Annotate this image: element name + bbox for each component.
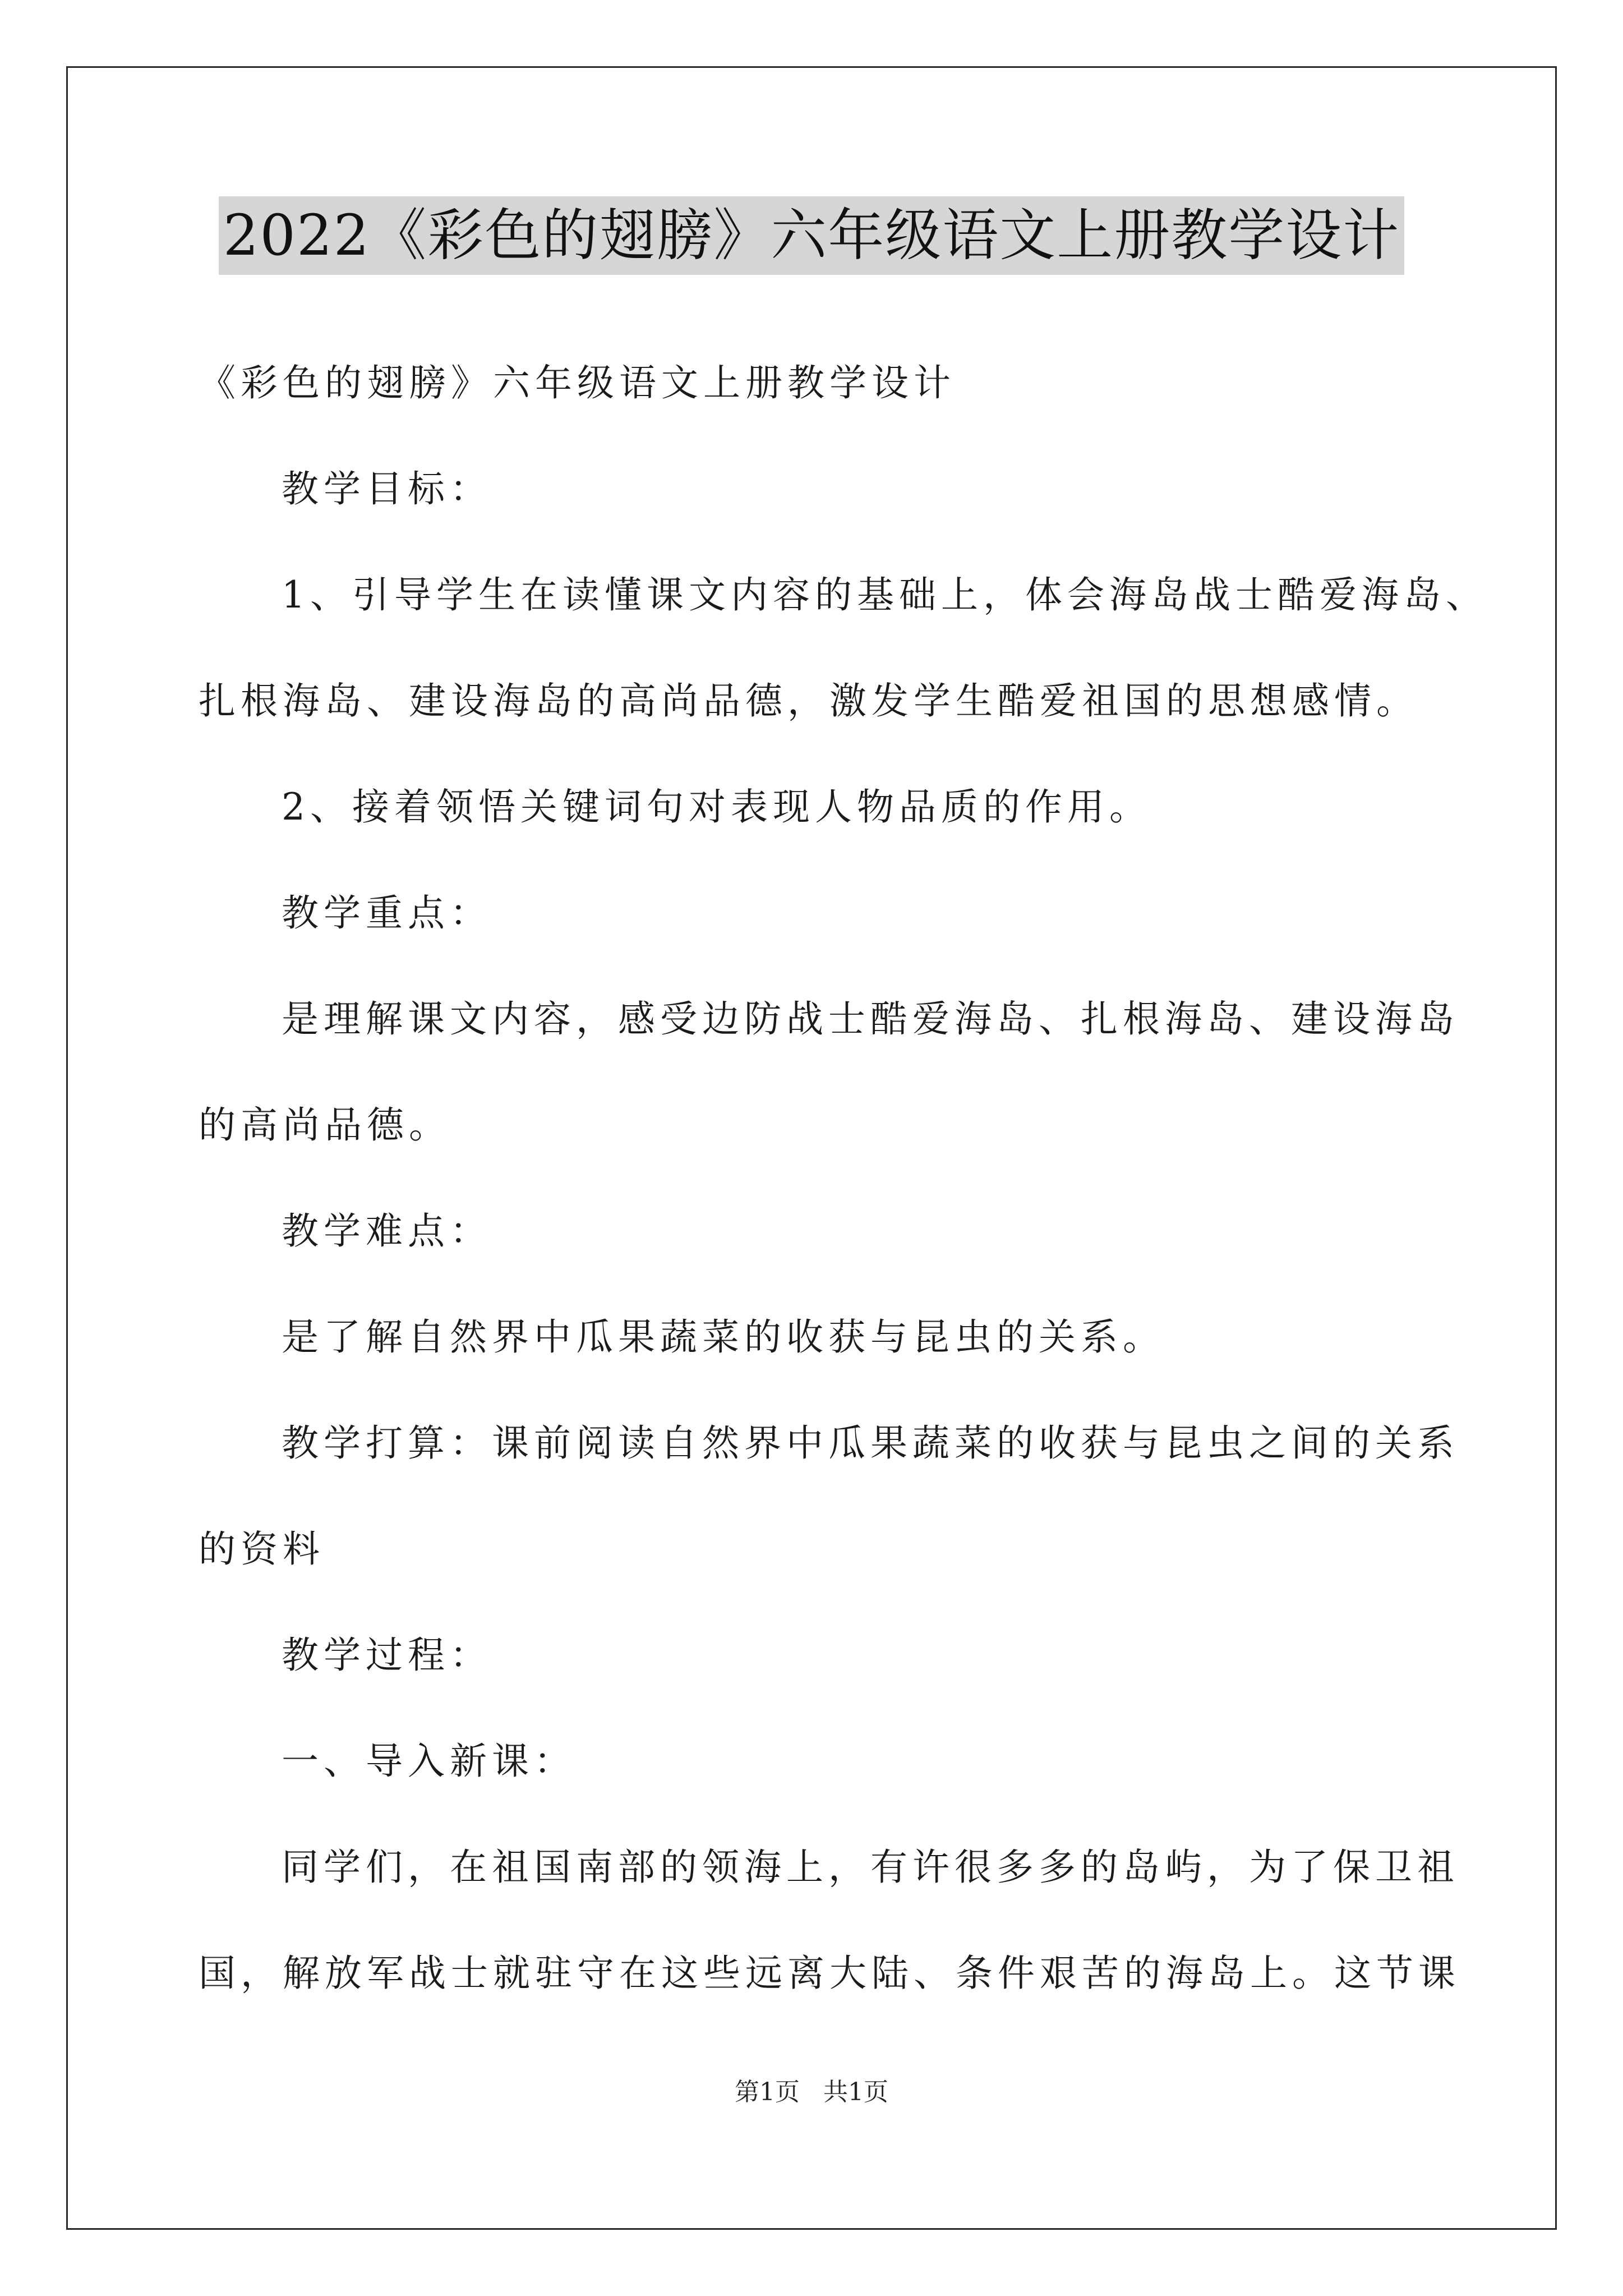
paragraph-line: 1、引导学生在读懂课文内容的基础上，体会海岛战士酷爱海岛、	[282, 573, 1488, 616]
section-heading: 一、导入新课：	[282, 1740, 576, 1783]
heading-process: 教学过程：	[282, 1634, 492, 1677]
paragraph-line: 2、接着领悟关键词句对表现人物品质的作用。	[282, 785, 1151, 829]
paragraph-line: 扎根海岛、建设海岛的高尚品德，激发学生酷爱祖国的思想感情。	[199, 679, 1418, 723]
paragraph-line: 的资料	[199, 1527, 325, 1571]
title-container	[0, 196, 1623, 275]
paragraph-line: 的高尚品德。	[199, 1103, 451, 1147]
subtitle-line: 《彩色的翅膀》六年级语文上册教学设计	[199, 361, 956, 404]
paragraph-line: 教学打算：课前阅读自然界中瓜果蔬菜的收获与昆虫之间的关系	[282, 1421, 1459, 1465]
paragraph-line: 同学们，在祖国南部的领海上，有许很多多的岛屿，为了保卫祖	[282, 1846, 1459, 1889]
heading-teaching-goals: 教学目标：	[282, 467, 492, 510]
paragraph-line: 国，解放军战士就驻守在这些远离大陆、条件艰苦的海岛上。这节课	[199, 1952, 1460, 1995]
document-title: 2022《彩色的翅膀》六年级语文上册教学设计	[219, 196, 1405, 275]
paragraph-line: 是理解课文内容，感受边防战士酷爱海岛、扎根海岛、建设海岛	[282, 997, 1459, 1041]
heading-difficulties: 教学难点：	[282, 1209, 492, 1253]
paragraph-line: 是了解自然界中瓜果蔬菜的收获与昆虫的关系。	[282, 1315, 1165, 1359]
heading-key-points: 教学重点：	[282, 891, 492, 935]
page-footer: 第1页 共1页	[735, 2078, 888, 2106]
